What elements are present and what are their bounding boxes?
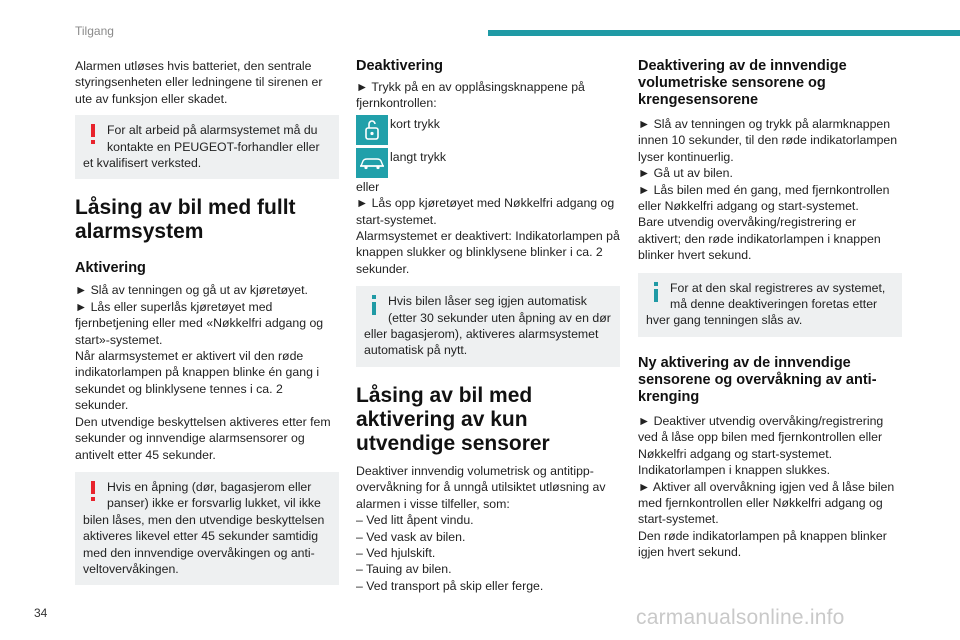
deactivation-lines <box>356 179 620 277</box>
warning-box-2 <box>75 472 339 585</box>
key-row-long <box>356 148 620 178</box>
info-box-2 <box>638 273 902 337</box>
unlock-key-icon <box>356 115 388 145</box>
page-number: 34 <box>34 606 48 620</box>
intro-paragraph: Alarmen utløses hvis batteriet, den sentrale styringsenheten eller ledningene til sirenen er ute av funksjon eller skadet. <box>75 59 323 106</box>
header-accent-bar <box>488 30 960 36</box>
deactivation-line: ► Lås opp kjøretøyet med Nøkkelfri adgang og start-systemet. <box>356 196 615 227</box>
instruction-line: ► Aktiver all overvåkning igjen ved å låse bilen med fjernkontrollen eller Nøkkelfri adgang og start-systemet. <box>638 479 895 527</box>
deactivation-line: Alarmsystemet er deaktivert: Indikatorlampen på knappen slukker og blinklysene blinker i ca. 2 sekunder. <box>356 229 620 276</box>
header-section-title: Tilgang <box>75 24 114 38</box>
car-key-icon <box>356 148 388 178</box>
activation-steps <box>75 282 339 462</box>
column-1 <box>75 58 339 585</box>
list-item: – Ved litt åpent vindu. <box>356 513 474 528</box>
exterior-list <box>356 512 620 594</box>
key-row-short <box>356 115 620 145</box>
instruction-line: Indikatorlampen i knappen slukkes. <box>638 463 831 478</box>
warning-2-rest: bilen låses, men den utvendige beskyttelsen aktiveres likevel etter 45 sekunder samtidig med den innvendige overvåkingen og anti-veltovervåkingen. <box>83 512 325 576</box>
info-icon <box>370 295 378 315</box>
subheading-reactivate-interior: Ny aktivering av de innvendige sensorene og overvåkning av anti-krenging <box>638 354 877 405</box>
subheading-activation: Aktivering <box>75 260 146 277</box>
instruction-line: ► Gå ut av bilen. <box>638 166 733 181</box>
section-heading-full-alarm: Låsing av bil med fullt alarmsystem <box>75 196 296 244</box>
warning-box-1 <box>75 115 339 179</box>
list-item: – Tauing av bilen. <box>356 562 452 577</box>
watermark: carmanualsonline.info <box>636 606 845 629</box>
section-heading-exterior-only: Låsing av bil med aktivering av kun utvendige sensorer <box>356 383 550 455</box>
activation-line: ► Lås eller superlås kjøretøyet med fjernbetjening eller med «Nøkkelfri adgang og start»-systemet. <box>75 299 324 347</box>
deactivation-line: eller <box>356 179 380 194</box>
warning-1-rest: et kvalifisert verksted. <box>83 156 202 171</box>
subheading-deactivate-interior: Deaktivering av de innvendige volumetriske sensorene og krengesensorene <box>638 58 847 108</box>
instruction-line: ► Deaktiver utvendig overvåking/registrering ved å låse opp bilen med fjernkontrollen eller Nøkkelfri adgang og start-systemet. <box>638 413 884 461</box>
info-box-1 <box>356 286 620 367</box>
subheading-deactivation: Deaktivering <box>356 58 444 74</box>
info-1-first: Hvis bilen låser seg igjen automatisk (etter 30 sekunder uten åpning av en dør <box>388 294 611 325</box>
key-long-label: langt trykk <box>390 149 447 164</box>
exterior-intro: Deaktiver innvendig volumetrisk og antitipp-overvåkning for å unngå utilsiktet utløsning av alarmen i visse tilfeller, som: <box>356 463 606 511</box>
activation-line: Når alarmsystemet er aktivert vil den røde indikatorlampen på knappen blinke én gang i sekundet og blinklysene tennes i ca. 2 sekunder. <box>75 349 320 413</box>
deactivate-interior-lines <box>638 116 902 264</box>
list-item: – Ved hjulskift. <box>356 545 436 560</box>
list-item: – Ved vask av bilen. <box>356 529 466 544</box>
list-item: – Ved transport på skip eller ferge. <box>356 578 544 593</box>
info-1-rest: eller bagasjerom), aktiveres alarmsystemet automatisk på nytt. <box>364 327 599 358</box>
instruction-line: Bare utvendig overvåking/registrering er aktivert; den røde indikatorlampen i knappen blinker hvert sekund. <box>638 215 881 263</box>
warning-2-first: Hvis en åpning (dør, bagasjerom eller panser) ikke er forsvarlig lukket, vil ikke <box>107 479 321 511</box>
info-2-first: For at den skal registreres av systemet, må denne deaktiveringen foretas etter <box>670 280 886 312</box>
instruction-line: ► Slå av tenningen og trykk på alarmknappen innen 10 sekunder, til den røde indikatorlampen lyser kontinuerlig. <box>638 117 898 164</box>
reactivate-lines <box>638 413 902 561</box>
exclamation-icon <box>89 124 97 144</box>
column-2 <box>356 58 620 594</box>
instruction-line: Den røde indikatorlampen på knappen blinker igjen hvert sekund. <box>638 528 887 560</box>
deactivation-step: ► Trykk på en av opplåsingsknappene på fjernkontrollen: <box>356 80 585 111</box>
key-short-label: kort trykk <box>390 116 440 131</box>
exclamation-icon <box>89 481 97 501</box>
info-2-rest: hver gang tenningen slås av. <box>646 313 803 328</box>
info-icon <box>652 282 660 302</box>
warning-1-first: For alt arbeid på alarmsystemet må du kontakte en PEUGEOT-forhandler eller <box>107 123 320 154</box>
activation-line: ► Slå av tenningen og gå ut av kjøretøyet. <box>75 283 308 298</box>
instruction-line: ► Lås bilen med én gang, med fjernkontrollen eller Nøkkelfri adgang og start-systemet. <box>638 182 890 214</box>
column-3 <box>638 58 902 561</box>
activation-line: Den utvendige beskyttelsen aktiveres etter fem sekunder og innvendige alarmsensorer og antivelt etter 45 sekunder. <box>75 414 331 462</box>
